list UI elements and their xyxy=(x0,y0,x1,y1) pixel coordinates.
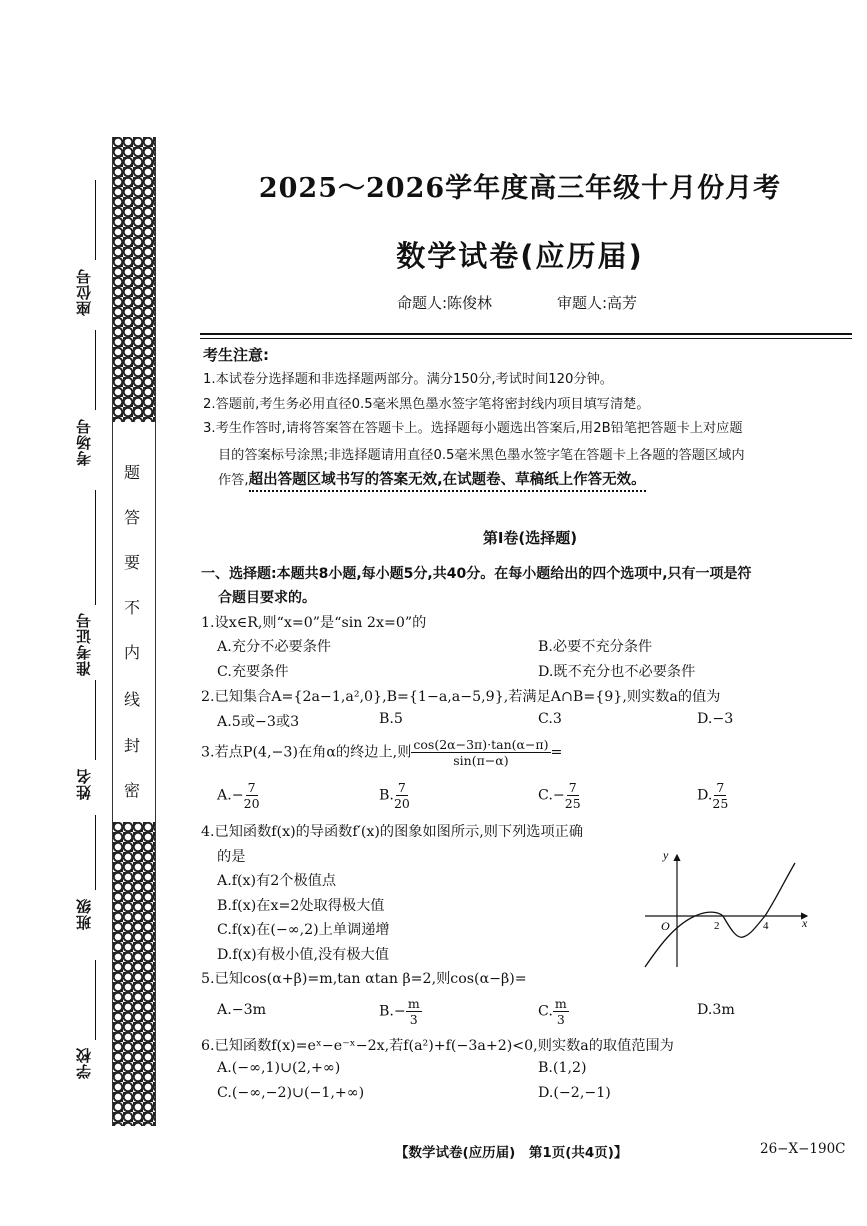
school-line[interactable] xyxy=(95,960,96,1040)
q3-d-frac xyxy=(712,780,728,811)
q4-option-b[interactable]: B.f(x)在x=2处取得极大值 xyxy=(217,898,385,914)
q5-option-b[interactable] xyxy=(379,996,422,1027)
exam-room-label: 考场号 xyxy=(75,418,93,466)
q3-c-pre: C.− xyxy=(538,787,565,804)
derivative-graph xyxy=(635,845,815,970)
q6-option-d[interactable]: D.(−2,−1) xyxy=(538,1085,611,1101)
notice-item-3-pre: 作答, xyxy=(218,473,249,488)
seal-char: 题 xyxy=(124,463,141,482)
q3-d-num: 7 xyxy=(716,780,725,795)
seat-label: 座位号 xyxy=(75,268,93,316)
seal-char: 要 xyxy=(124,553,141,572)
seal-char: 密 xyxy=(124,781,141,800)
notice-heading: 考生注意: xyxy=(203,346,269,364)
q3-a-num: 7 xyxy=(247,780,256,795)
q4-option-c[interactable]: C.f(x)在(−∞,2)上单调递增 xyxy=(217,922,390,938)
q3-a-frac xyxy=(244,780,260,811)
section-intro-cont: 合题目要求的。 xyxy=(218,590,316,606)
q3-c-num: 7 xyxy=(568,780,577,795)
q4-option-d[interactable]: D.f(x)有极小值,没有极大值 xyxy=(217,947,389,963)
q5-option-a[interactable]: A.−3m xyxy=(217,1002,267,1018)
q1-option-d[interactable]: D.既不充分也不必要条件 xyxy=(538,664,696,680)
exam-title: 2025～2026学年度高三年级十月份月考 xyxy=(258,173,782,204)
graph-tick-4: 4 xyxy=(763,920,769,932)
name-line[interactable] xyxy=(95,680,96,760)
q6-stem: 6.已知函数f(x)=eˣ−e⁻ˣ−2x,若f(a²)+f(−3a+2)<0,则实数a的取值范围为 xyxy=(201,1038,674,1054)
q3-b-pre: B. xyxy=(379,787,394,804)
graph-y-label: y xyxy=(663,848,669,862)
notice-item-3-end xyxy=(218,468,646,489)
q1-option-c[interactable]: C.充要条件 xyxy=(217,664,289,680)
q5-option-d[interactable]: D.3m xyxy=(697,1002,735,1018)
q5-stem: 5.已知cos(α+β)=m,tan αtan β=2,则cos(α−β)= xyxy=(201,971,527,987)
q3-stem-text: 3.若点P(4,−3)在角α的终边上,则 xyxy=(201,744,412,761)
q1-option-b[interactable]: B.必要不充分条件 xyxy=(538,639,653,655)
notice-emphasis: 超出答题区域书写的答案无效,在试题卷、草稿纸上作答无效。 xyxy=(249,472,646,492)
exam-subtitle: 数学试卷(应历届) xyxy=(396,239,644,273)
header-rule xyxy=(200,333,852,335)
q3-c-den: 25 xyxy=(564,796,581,811)
paper-code: 26−X−190C xyxy=(760,1141,846,1157)
q2-stem: 2.已知集合A={2a−1,a²,0},B={1−a,a−5,9},若满足A∩B={9},则实数a的值为 xyxy=(201,689,721,705)
q6-option-c[interactable]: C.(−∞,−2)∪(−1,+∞) xyxy=(217,1085,365,1101)
q3-c-frac xyxy=(565,780,581,811)
q5-b-pre: B.− xyxy=(379,1003,406,1020)
binding-strip-bottom xyxy=(112,822,156,1126)
q3-option-d[interactable] xyxy=(697,780,728,811)
page-footer: 【数学试卷(应历届) 第1页(共4页)】 xyxy=(395,1145,628,1161)
author: 命题人:陈俊林 xyxy=(397,294,493,312)
seal-char: 内 xyxy=(124,643,141,662)
header-rule-thin xyxy=(200,338,852,339)
q3-stem xyxy=(201,737,562,768)
q1-option-a[interactable]: A.充分不必要条件 xyxy=(217,639,332,655)
q3-a-den: 20 xyxy=(243,796,260,811)
q3-b-den: 20 xyxy=(393,796,410,811)
q3-d-pre: D. xyxy=(697,787,713,804)
q3-option-c[interactable] xyxy=(538,780,581,811)
q3-equals: = xyxy=(550,744,563,761)
q1-stem: 1.设x∈R,则“x=0”是“sin 2x=0”的 xyxy=(201,615,427,631)
q4-stem: 4.已知函数f(x)的导函数f′(x)的图象如图所示,则下列选项正确 xyxy=(201,824,584,840)
q3-denominator: sin(π−α) xyxy=(453,753,509,768)
q3-option-b[interactable] xyxy=(379,780,410,811)
q3-numerator: cos(2α−3π)·tan(α−π) xyxy=(413,737,549,752)
graph-tick-2: 2 xyxy=(714,920,720,932)
q3-option-a[interactable] xyxy=(217,780,260,811)
q6-option-a[interactable]: A.(−∞,1)∪(2,+∞) xyxy=(217,1060,341,1076)
part-heading: 第Ⅰ卷(选择题) xyxy=(482,529,578,547)
admission-label: 准考证号 xyxy=(75,612,93,676)
q5-c-den: 3 xyxy=(556,1012,565,1027)
q3-fraction xyxy=(411,737,550,768)
exam-room-line[interactable] xyxy=(95,330,96,410)
q2-option-c[interactable]: C.3 xyxy=(538,711,562,727)
q4-option-a[interactable]: A.f(x)有2个极值点 xyxy=(217,873,337,889)
school-label: 学校 xyxy=(75,1047,93,1079)
reviewer: 审题人:高芳 xyxy=(557,294,638,312)
q5-b-frac xyxy=(406,996,422,1027)
seal-char: 答 xyxy=(124,508,141,527)
seal-char: 封 xyxy=(124,736,141,755)
q2-option-d[interactable]: D.−3 xyxy=(697,711,734,727)
class-label: 班级 xyxy=(75,898,93,930)
q5-c-pre: C. xyxy=(538,1003,553,1020)
seal-char: 不 xyxy=(124,598,141,617)
notice-item-3-cont: 目的答案标号涂黑;非选择题请用直径0.5毫米黑色墨水签字笔在答题卡上各题的答题区域内 xyxy=(218,448,745,463)
notice-item-1: 1.本试卷分选择题和非选择题两部分。满分150分,考试时间120分钟。 xyxy=(203,372,613,387)
q3-d-den: 25 xyxy=(712,796,729,811)
q6-option-b[interactable]: B.(1,2) xyxy=(538,1060,587,1076)
q5-c-frac xyxy=(553,996,569,1027)
q3-b-num: 7 xyxy=(397,780,406,795)
q5-option-c[interactable] xyxy=(538,996,569,1027)
q5-c-num: m xyxy=(554,996,567,1011)
seal-char: 线 xyxy=(124,690,141,709)
section-intro: 一、选择题:本题共8小题,每小题5分,共40分。在每小题给出的四个选项中,只有一项是符 xyxy=(201,566,752,582)
class-line[interactable] xyxy=(95,815,96,890)
notice-item-3: 3.考生作答时,请将答案答在答题卡上。选择题每小题选出答案后,用2B铅笔把答题卡上对应题 xyxy=(203,421,743,436)
q5-b-den: 3 xyxy=(409,1012,418,1027)
q2-option-b[interactable]: B.5 xyxy=(379,711,403,727)
q3-a-pre: A.− xyxy=(217,787,244,804)
name-label: 姓名 xyxy=(75,768,93,800)
graph-origin: O xyxy=(661,919,670,933)
q3-b-frac xyxy=(394,780,410,811)
q2-option-a[interactable]: A.5或−3或3 xyxy=(217,714,300,730)
q5-b-num: m xyxy=(407,996,420,1011)
notice-item-2: 2.答题前,考生务必用直径0.5毫米黑色墨水签字笔将密封线内项目填写清楚。 xyxy=(203,397,650,412)
graph-x-label: x xyxy=(802,916,808,930)
q4-stem-cont: 的是 xyxy=(217,849,246,865)
